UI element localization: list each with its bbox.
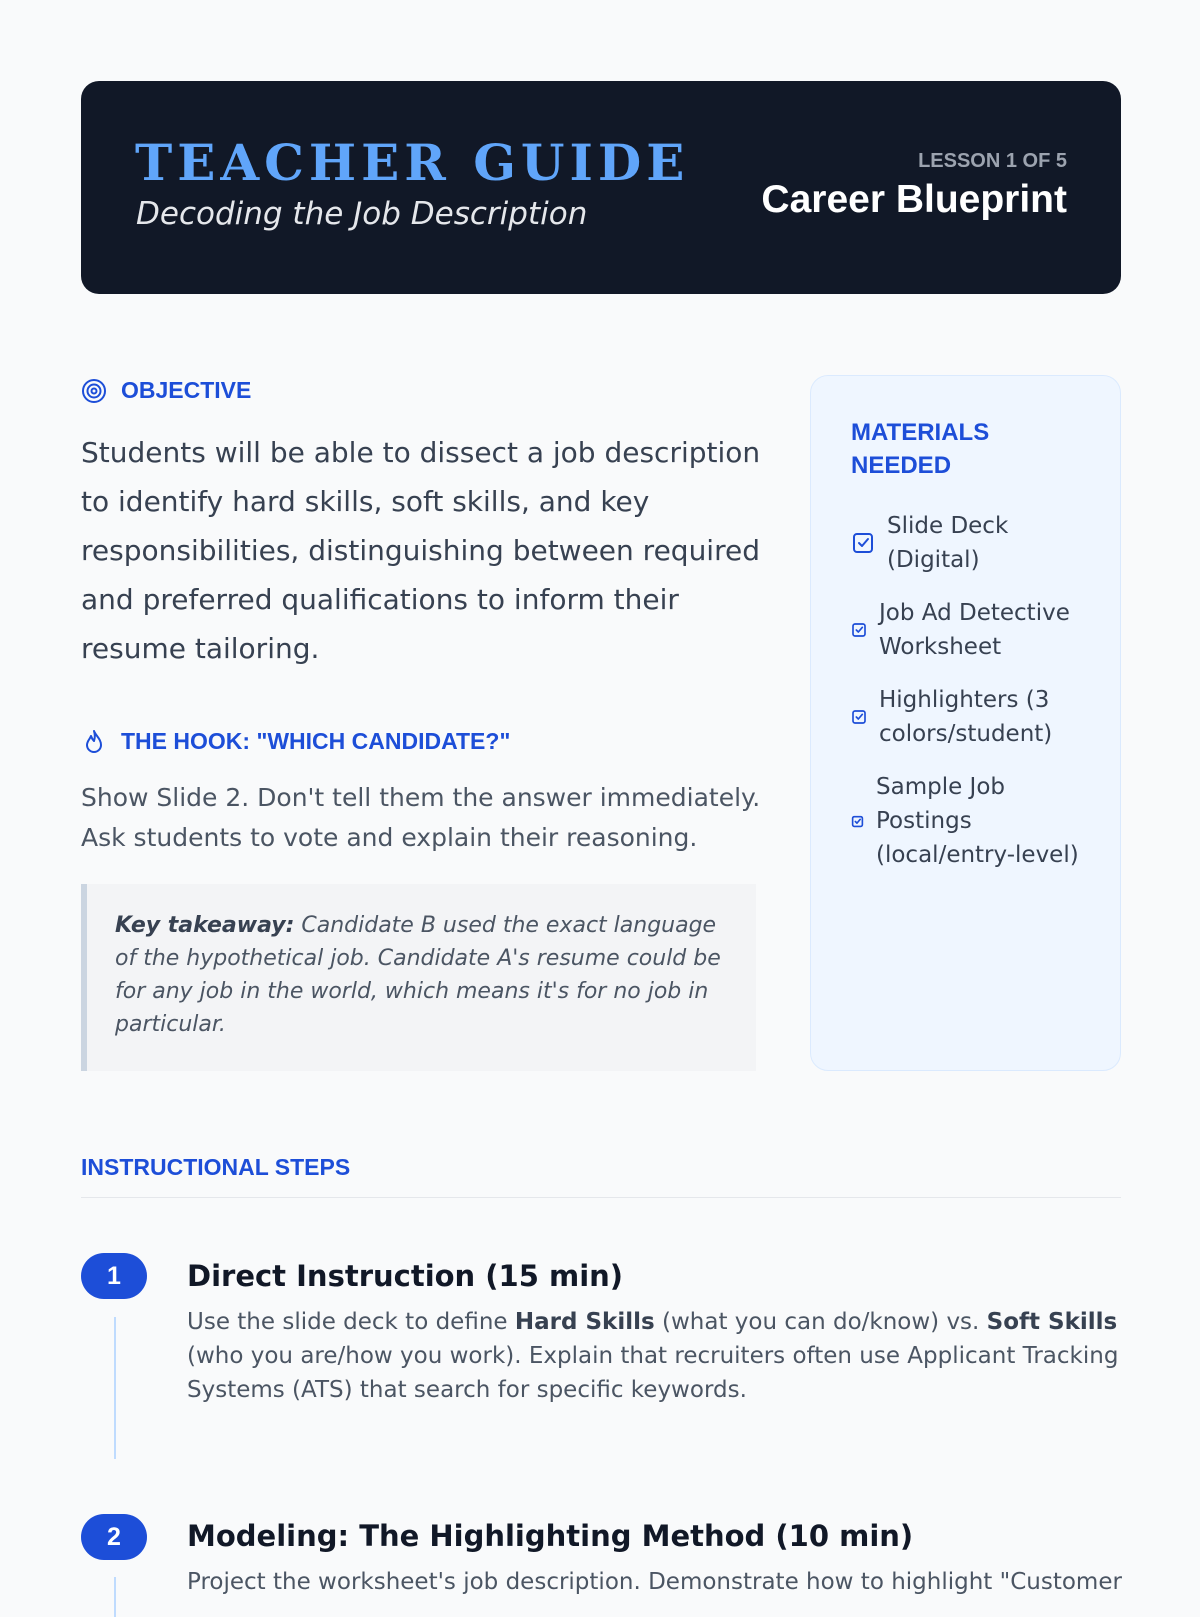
step-text: (who you are/how you work). Explain that recruiters often use Applicant Tracking Systems (ATS) that search for specific keywords. [187,1343,1119,1403]
course-name: Career Blueprint [761,178,1067,221]
material-label: Job Ad Detective Worksheet [879,600,1070,660]
material-label: Slide Deck (Digital) [887,513,1009,573]
materials-title: MATERIALS NEEDED [851,419,990,479]
checkbox-icon [851,622,867,638]
lesson-subtitle: Decoding the Job Description [136,196,588,232]
guide-title: TEACHER GUIDE [135,133,690,192]
takeaway-label: Key takeaway: [115,913,295,938]
hook-label: THE HOOK: "WHICH CANDIDATE?" [121,728,511,754]
step-title: Modeling: The Highlighting Method (10 min) [187,1519,914,1553]
hook-heading [81,728,510,755]
step-text: Use the slide deck to define [187,1309,515,1335]
lesson-counter: LESSON 1 OF 5 [918,150,1067,172]
checkbox-icon [851,815,864,828]
step-body [187,1305,1122,1407]
section-divider [81,1197,1121,1198]
step-body: Project the worksheet's job description. Demonstrate how to highlight "Customer [187,1569,1122,1595]
step-term: Hard Skills [514,1309,655,1335]
header-banner [81,81,1121,294]
material-item [851,683,1074,751]
step-text: (what you can do/know) vs. [654,1309,987,1335]
step-connector [114,1577,116,1617]
step-title: Direct Instruction (15 min) [187,1259,624,1293]
step-term: Soft Skills [986,1309,1118,1335]
material-label: Sample Job Postings (local/entry-level) [876,774,1079,868]
material-label: Highlighters (3 colors/student) [879,687,1053,747]
flame-icon [81,729,107,755]
material-item [851,770,1081,872]
takeaway-text: Candidate B used the exact language of the hypothetical job. Candidate A's resume could be for any job in the world, which means it's for no job in particular. [115,913,721,1037]
materials-panel [810,375,1121,1071]
step-number-badge: 1 [81,1253,147,1299]
objective-text: Students will be able to dissect a job description to identify hard skills, soft skills, and key responsibilities, distinguishing between required and preferred qualifications to inform their resume tailoring. [81,436,761,665]
checkbox-icon [851,531,875,555]
header-right [761,147,1067,225]
key-takeaway-callout [81,884,756,1071]
target-icon [81,378,107,404]
material-item [851,596,1089,664]
step-connector [114,1317,116,1459]
objective-heading [81,377,251,404]
objective-label: OBJECTIVE [121,377,252,403]
material-item [851,509,1087,577]
checkbox-icon [851,709,867,725]
step-number-badge: 2 [81,1514,147,1560]
instructional-steps-heading: INSTRUCTIONAL STEPS [81,1154,351,1180]
hook-text: Show Slide 2. Don't tell them the answer immediately. Ask students to vote and explain their reasoning. [81,783,761,852]
